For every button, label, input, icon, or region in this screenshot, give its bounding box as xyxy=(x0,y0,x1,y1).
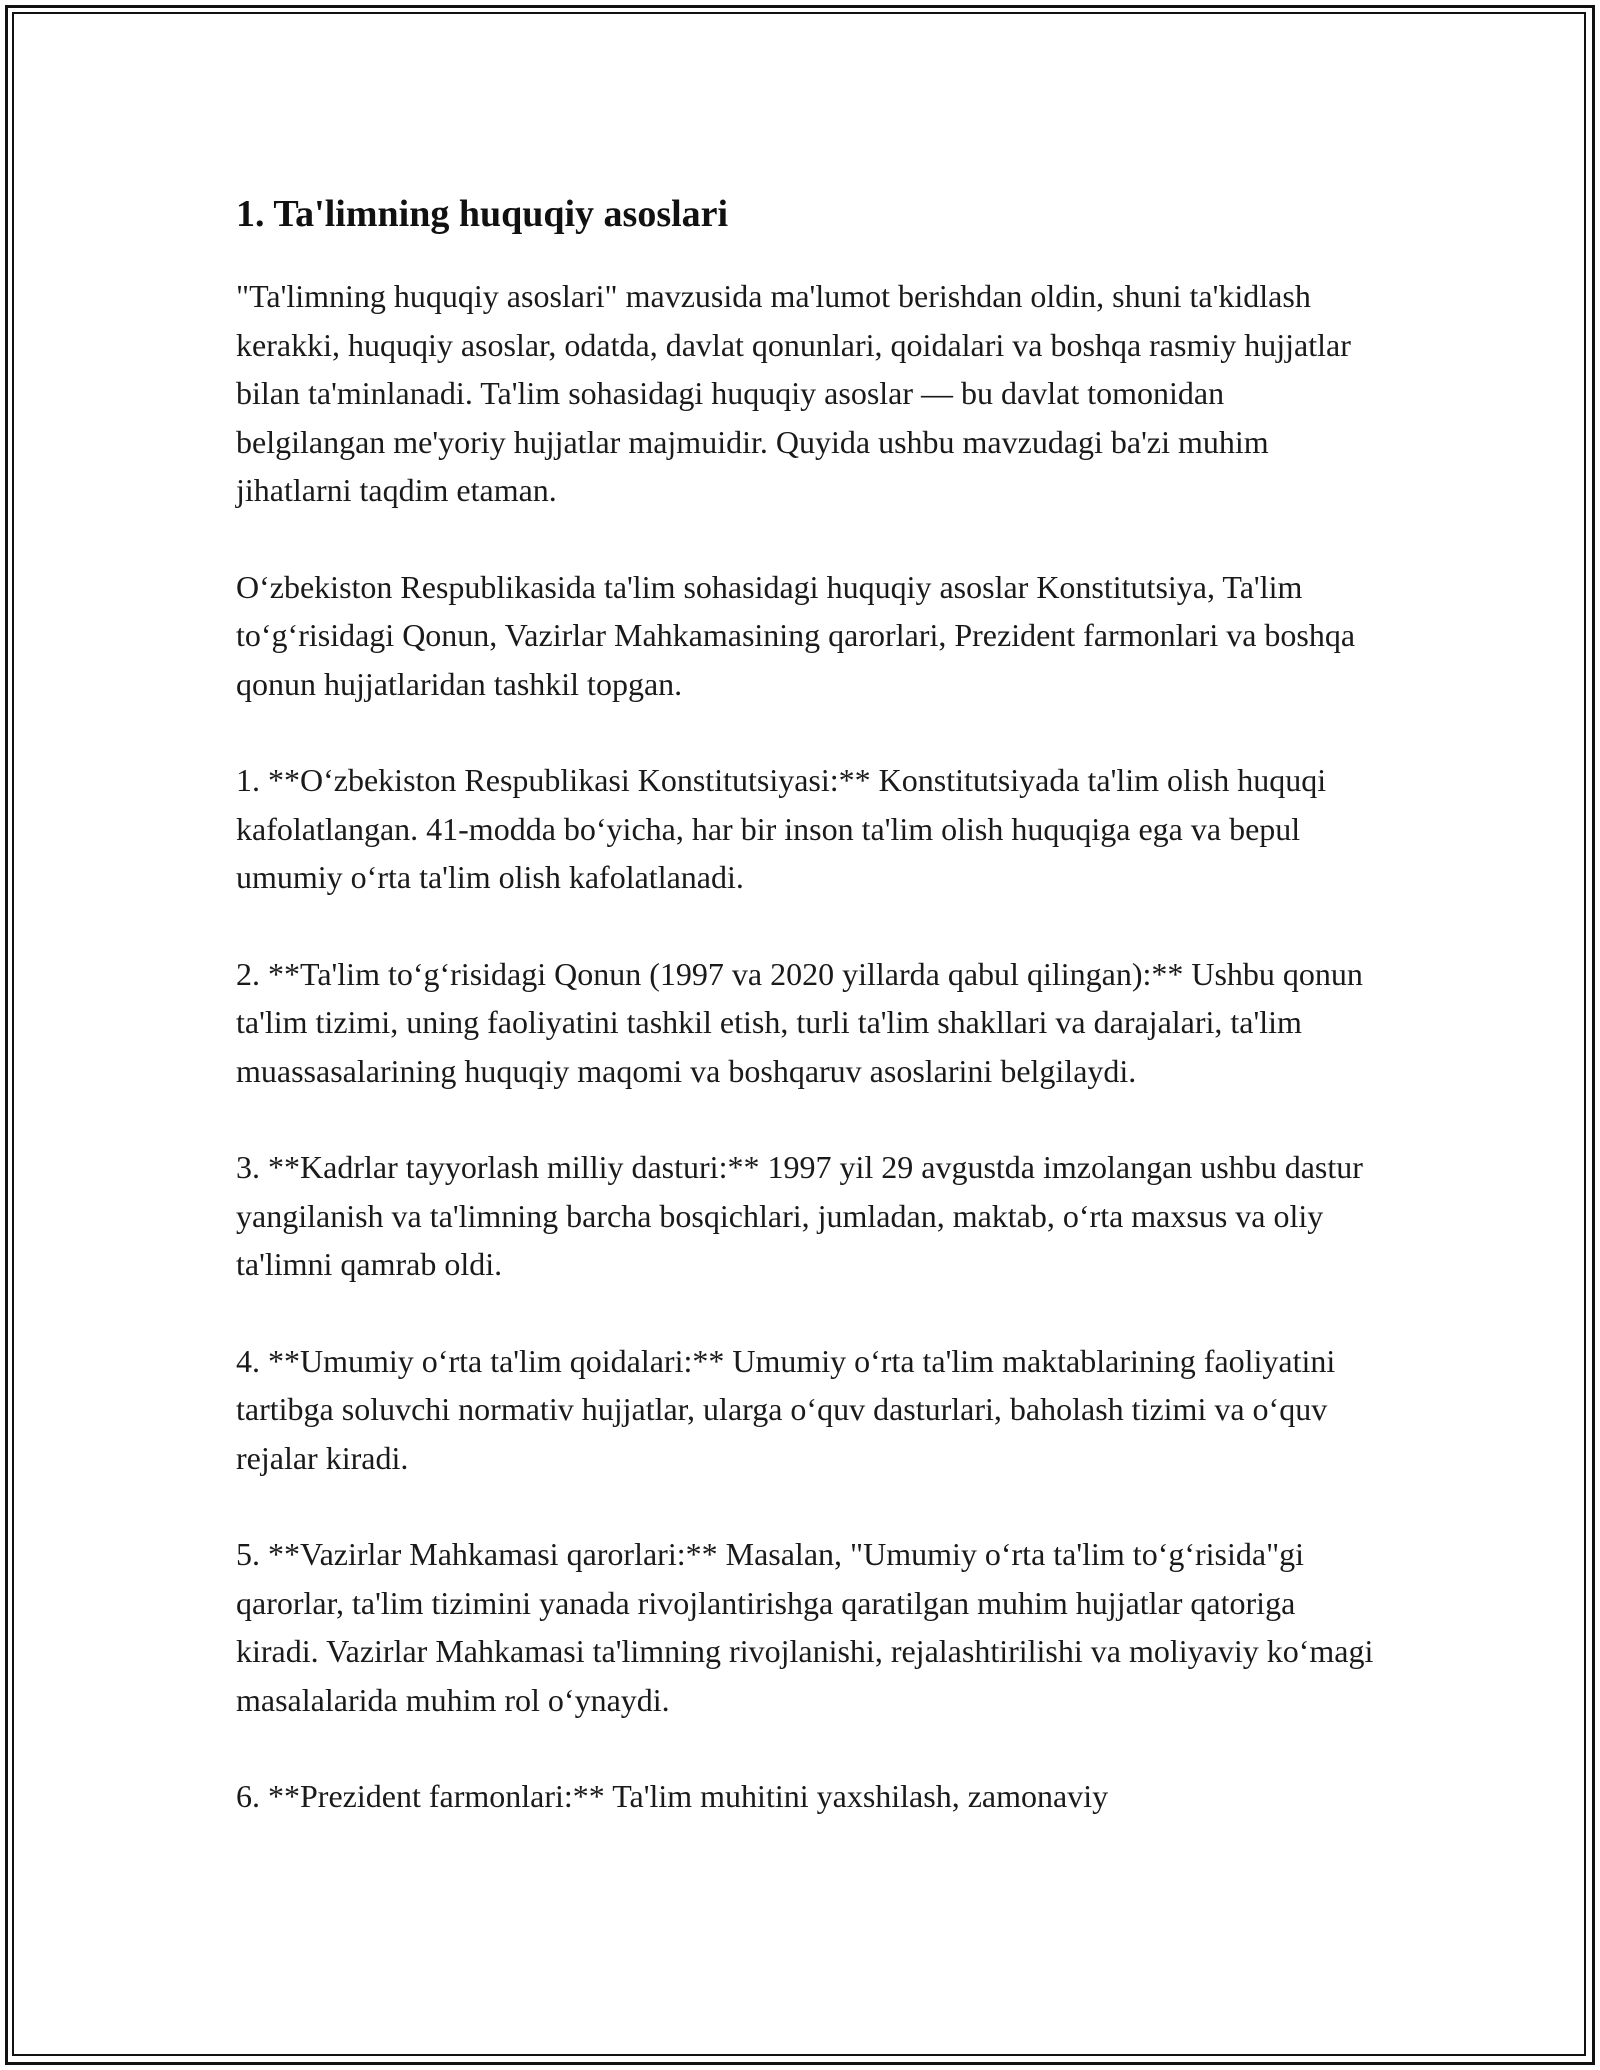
list-item-presidential-decrees: 6. **Prezident farmonlari:** Ta'lim muhitini yaxshilash, zamonaviy xyxy=(236,1778,1109,1814)
list-item-education-law: 2. **Ta'lim to‘g‘risidagi Qonun (1997 va 2020 yillarda qabul qilingan):** Ushbu qonun ta'lim tizimi, uning faoliyatini tashkil etish, turli ta'lim shakllari va darajalari, ta'lim muassasalarining huquqiy maqomi va boshqaruv asoslarini belgilaydi. xyxy=(236,955,1363,1089)
list-item-national-program: 3. **Kadrlar tayyorlash milliy dasturi:** 1997 yil 29 avgustda imzolangan ushbu dastur yangilanish va ta'limning barcha bosqichlari, jumladan, maktab, o‘rta maxsus va oliy ta'limni qamrab oldi. xyxy=(236,1149,1363,1282)
list-item-secondary-rules: 4. **Umumiy o‘rta ta'lim qoidalari:** Umumiy o‘rta ta'lim maktablarining faoliyatini tartibga soluvchi normativ hujjatlar, ularga o‘quv dasturlari, baholash tizimi va o‘quv rejalar kiradi. xyxy=(236,1342,1336,1476)
intro-paragraph: "Ta'limning huquqiy asoslari" mavzusida ma'lumot berishdan oldin, shuni ta'kidlash kerakki, huquqiy asoslar, odatda, davlat qonunlari, qoidalari va boshqa rasmiy hujjatlar bilan ta'minlanadi. Ta'lim sohasidagi huquqiy asoslar — bu davlat tomonidan belgilangan me'yoriy hujjatlar majmuidir. Quyida ushbu mavzudagi ba'zi muhim jihatlarni taqdim etaman. xyxy=(236,278,1351,508)
document-body xyxy=(236,188,1376,1869)
legal-sources-paragraph: O‘zbekiston Respublikasida ta'lim sohasidagi huquqiy asoslar Konstitutsiya, Ta'lim to‘g‘risidagi Qonun, Vazirlar Mahkamasining qarorlari, Prezident farmonlari va boshqa qonun hujjatlaridan tashkil topgan. xyxy=(236,568,1356,702)
section-heading: 1. Ta'limning huquqiy asoslari xyxy=(236,193,729,235)
list-item-constitution: 1. **O‘zbekiston Respublikasi Konstitutsiyasi:** Konstitutsiyada ta'lim olish huquqi kafolatlangan. 41-modda bo‘yicha, har bir inson ta'lim olish huquqiga ega va bepul umumiy o‘rta ta'lim olish kafolatlanadi. xyxy=(236,762,1327,895)
list-item-cabinet-decisions: 5. **Vazirlar Mahkamasi qarorlari:** Masalan, "Umumiy o‘rta ta'lim to‘g‘risida"gi qarorlar, ta'lim tizimini yanada rivojlantirishga qaratilgan muhim hujjatlar qatoriga kiradi. Vazirlar Mahkamasi ta'limning rivojlanishi, rejalashtirilishi va moliyaviy ko‘magi masalalarida muhim rol o‘ynaydi. xyxy=(236,1536,1374,1718)
